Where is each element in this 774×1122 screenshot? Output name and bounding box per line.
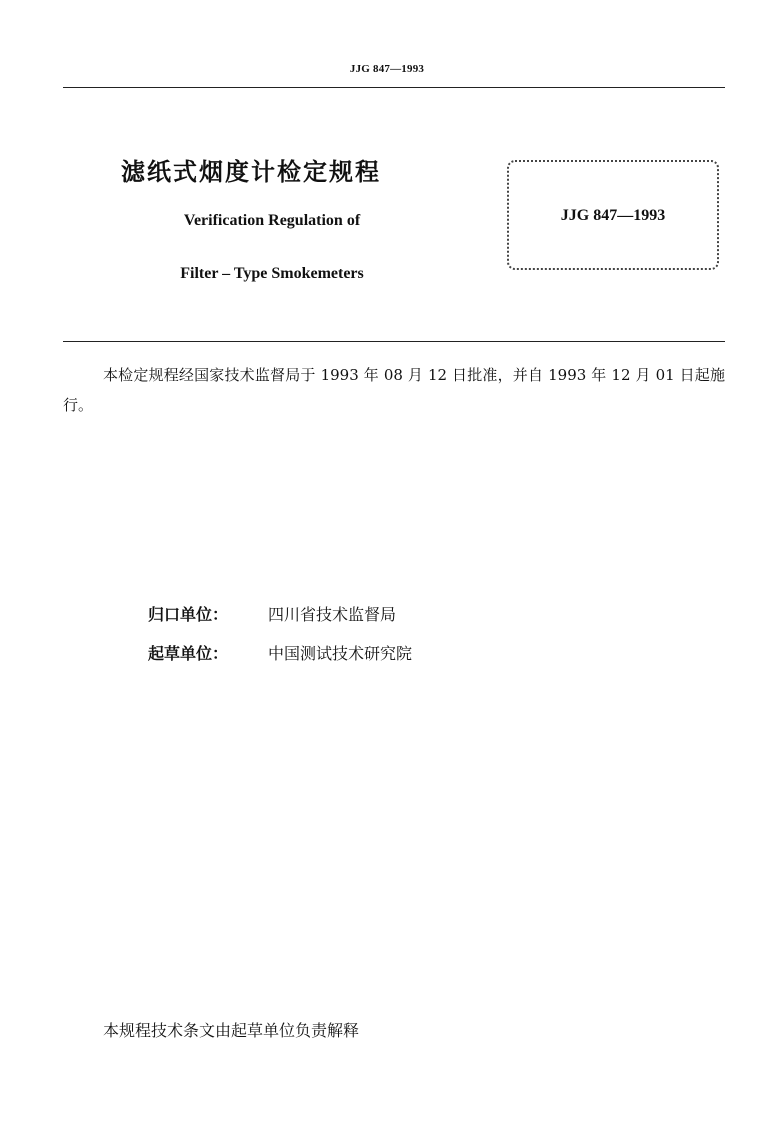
drafting-unit-value: 中国测试技术研究院 xyxy=(268,644,413,663)
title-english-line2: Filter – Type Smokemeters xyxy=(180,265,364,282)
header-standard-code: JJG 847—1993 xyxy=(349,63,425,75)
section-rule xyxy=(63,341,725,342)
standard-code: JJG 847—1993 xyxy=(560,207,666,224)
drafting-unit-row xyxy=(148,641,412,664)
header-rule xyxy=(63,87,725,88)
title-chinese: 滤纸式烟度计检定规程 xyxy=(121,158,381,186)
approval-statement: 本检定规程经国家技术监督局于 1993 年 08 月 12 日批准，并自 1993 年 12 月 01 日起施行。 xyxy=(63,366,725,414)
title-english-line1: Verification Regulation of xyxy=(183,212,361,229)
interpretation-note: 本规程技术条文由起草单位负责解释 xyxy=(103,1021,360,1040)
responsible-unit-value: 四川省技术监督局 xyxy=(268,605,397,624)
responsible-unit-label: 归口单位： xyxy=(148,605,229,624)
drafting-unit-label: 起草单位： xyxy=(148,644,229,663)
responsible-unit-row xyxy=(148,602,396,625)
